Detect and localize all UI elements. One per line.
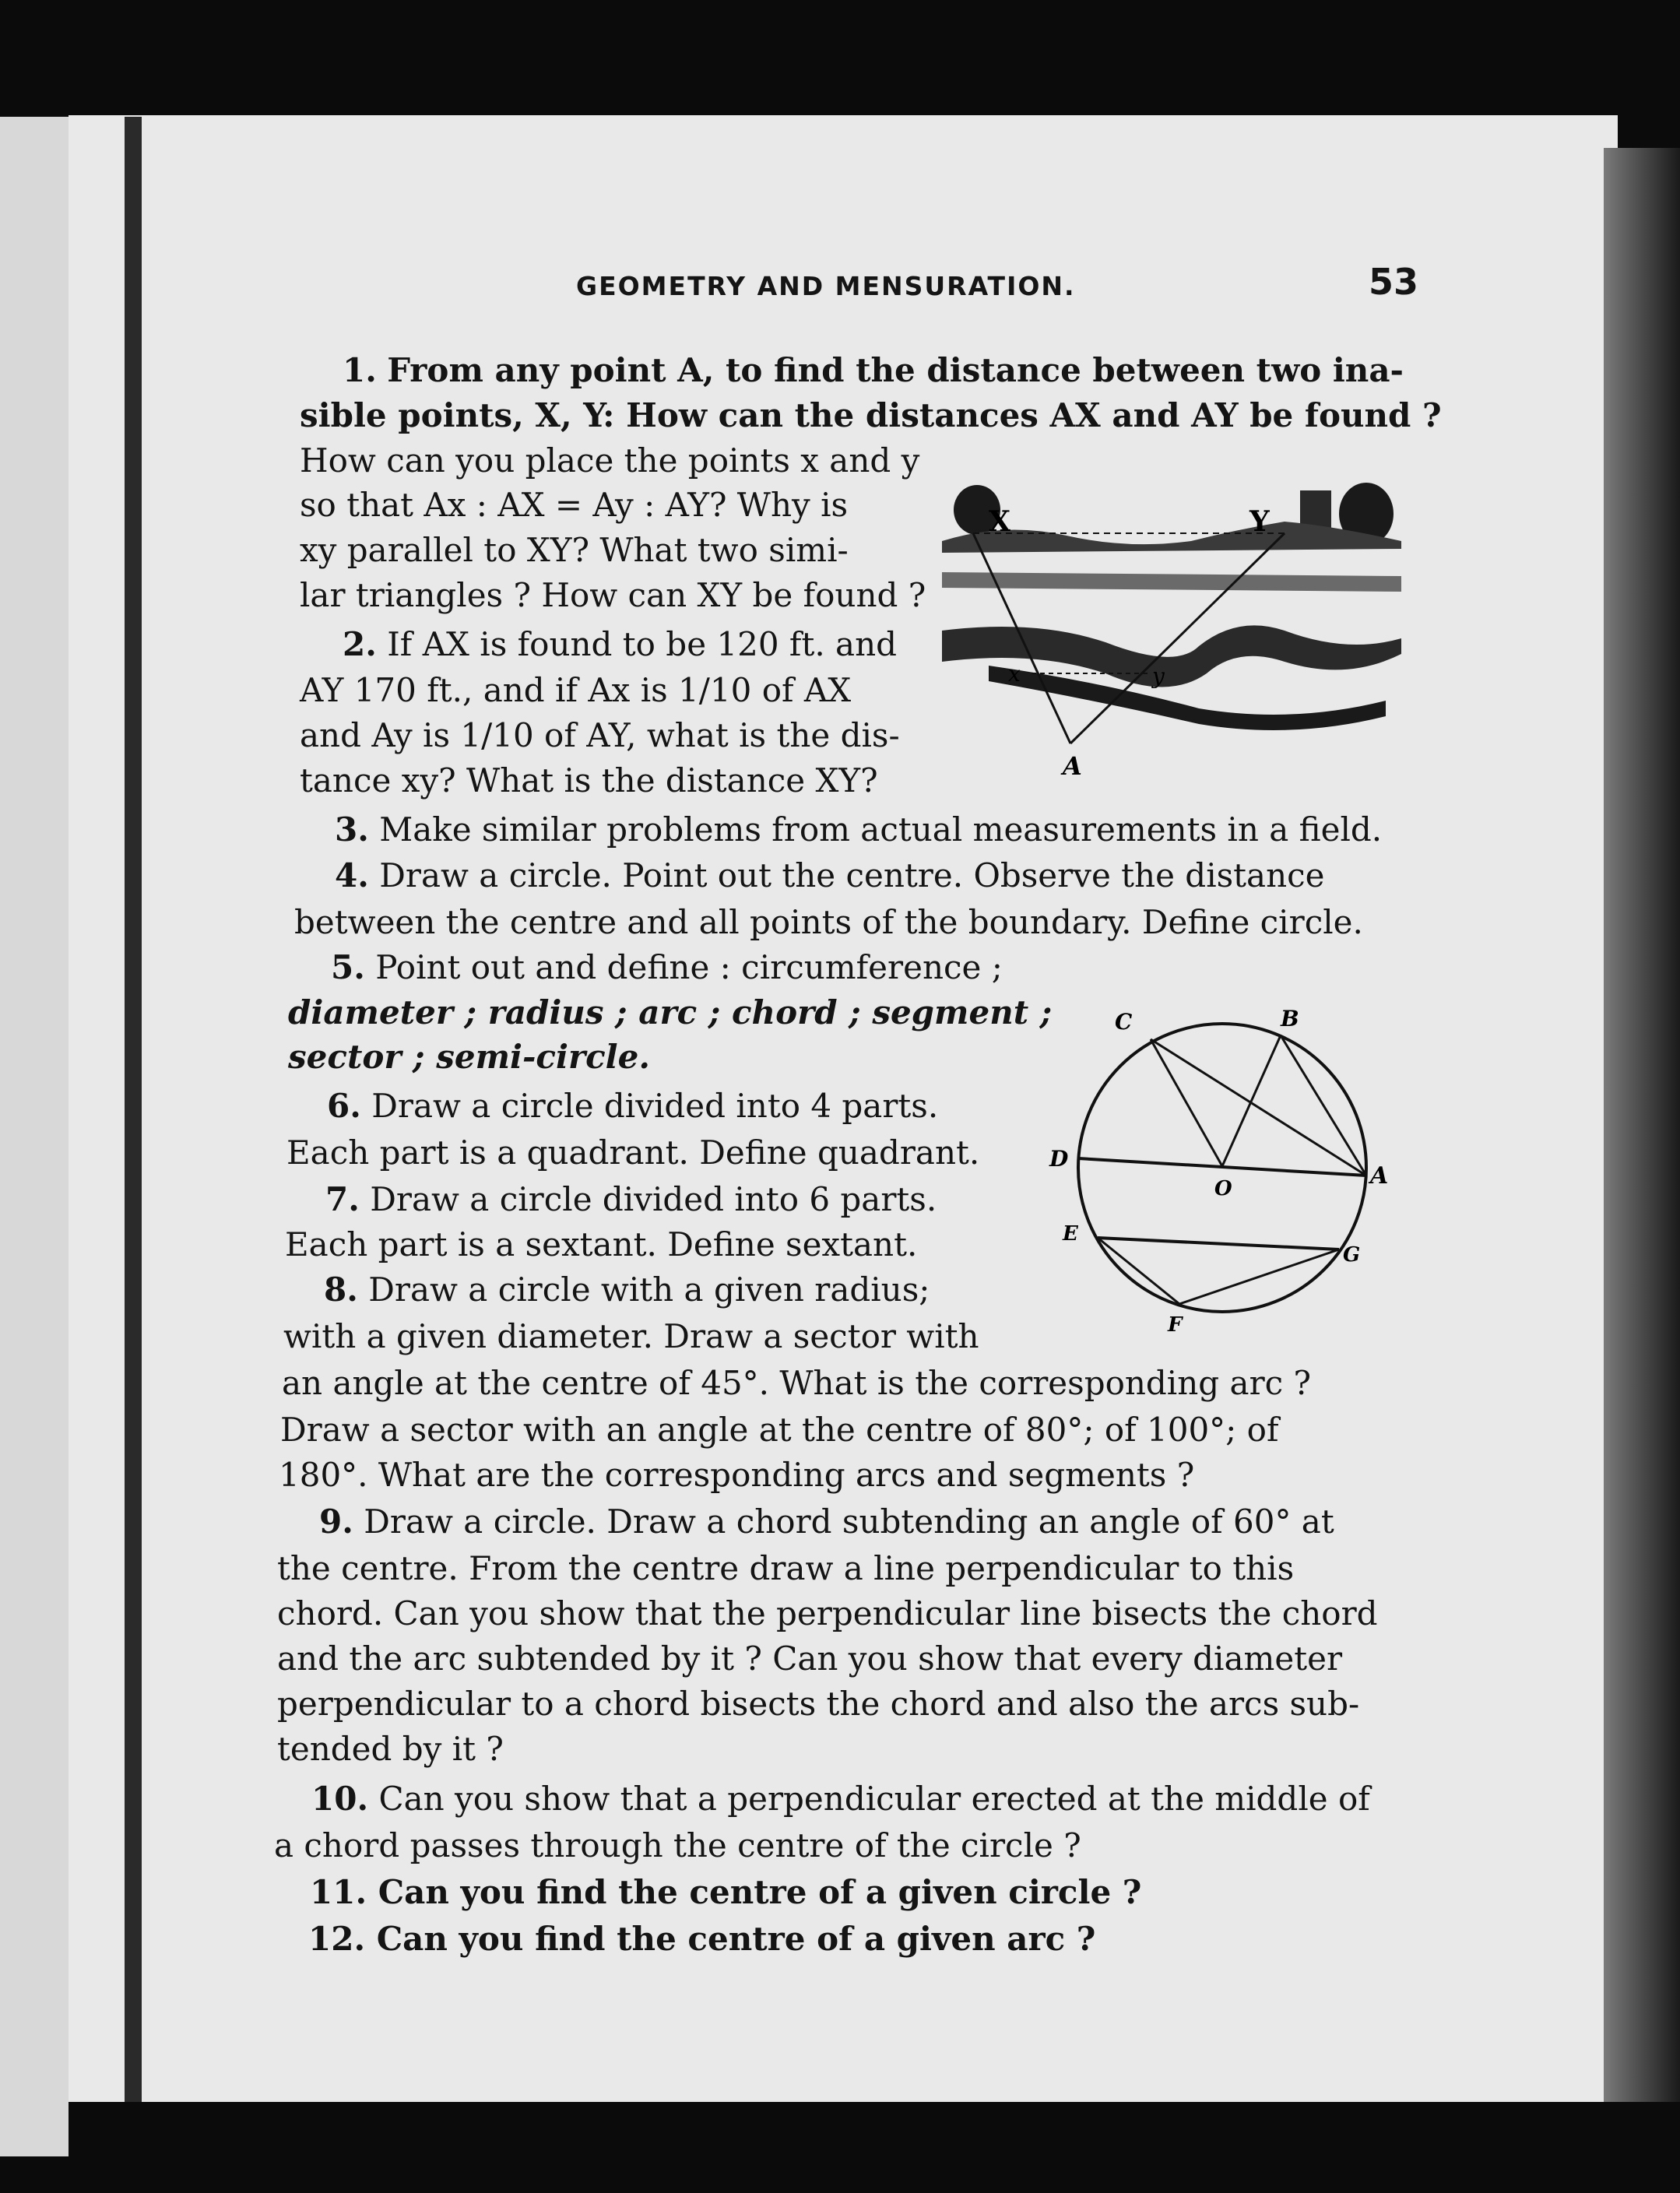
text-line: the centre. From the centre draw a line perpendicular to this: [277, 1549, 1295, 1587]
label-F: F: [1168, 1313, 1183, 1337]
book-spine: [125, 117, 142, 2133]
item-number: 4.: [335, 856, 369, 894]
far-shore: [942, 522, 1401, 553]
item-number: 10.: [311, 1780, 369, 1818]
text-line: tance xy? What is the distance XY?: [300, 761, 878, 800]
text-line: sible points, X, Y: How can the distances AX and AY be found ?: [300, 396, 1442, 434]
label-A: A: [1063, 751, 1082, 781]
landscape-triangulation-figure: [942, 467, 1401, 794]
text-line: chord. Can you show that the perpendicular line bisects the chord: [277, 1594, 1378, 1632]
label-A: A: [1370, 1162, 1389, 1190]
label-X: X: [989, 505, 1010, 538]
text-line: 11. Can you find the centre of a given circle ?: [310, 1873, 1142, 1911]
label-Y: Y: [1249, 505, 1270, 538]
item-number: 3.: [335, 810, 369, 849]
item-number: 12.: [308, 1920, 366, 1958]
water-reflection: [942, 572, 1401, 592]
label-O: O: [1214, 1177, 1232, 1200]
label-C: C: [1115, 1009, 1133, 1035]
text-line: Each part is a sextant. Define sextant.: [285, 1225, 918, 1263]
text-line: 4. Draw a circle. Point out the centre. Observe the distance: [335, 856, 1325, 894]
text-line: xy parallel to XY? What two simi-: [300, 531, 849, 569]
text-line: 6. Draw a circle divided into 4 parts.: [327, 1087, 939, 1125]
text-line: 2. If AX is found to be 120 ft. and: [343, 625, 898, 663]
text-line: 1. From any point A, to find the distance between two ina-: [343, 351, 1404, 389]
page-edge-shadow: [1604, 148, 1680, 2141]
text-line: between the centre and all points of the boundary. Define circle.: [294, 903, 1363, 941]
text-line: AY 170 ft., and if Ax is 1/10 of AX: [300, 671, 852, 709]
diameter-DA: [1078, 1158, 1366, 1176]
text-line: Draw a sector with an angle at the centre of 80°; of 100°; of: [280, 1411, 1279, 1449]
item-number: 8.: [324, 1270, 358, 1309]
chord-EG: [1098, 1238, 1339, 1249]
item-number: 2.: [343, 625, 377, 663]
text-line: 12. Can you find the centre of a given arc ?: [308, 1920, 1096, 1958]
item-number: 5.: [331, 948, 365, 986]
bottom-border: [69, 2102, 1680, 2193]
item-number: 11.: [310, 1873, 367, 1911]
text-line: perpendicular to a chord bisects the chord and also the arcs sub-: [277, 1685, 1360, 1723]
text-line: with a given diameter. Draw a sector with: [283, 1317, 979, 1355]
label-y: y: [1152, 663, 1165, 689]
label-G: G: [1343, 1243, 1361, 1267]
text-line: lar triangles ? How can XY be found ?: [300, 576, 926, 614]
running-header: GEOMETRY AND MENSURATION.: [576, 271, 1076, 301]
text-line: a chord passes through the centre of the circle ?: [274, 1826, 1081, 1864]
text-line: 5. Point out and define : circumference ;: [331, 948, 1003, 986]
text-line: and Ay is 1/10 of AY, what is the dis-: [300, 716, 900, 754]
circle-parts-figure: [1043, 996, 1409, 1339]
radius-CO: [1151, 1039, 1222, 1166]
text-line: diameter ; radius ; arc ; chord ; segment ;: [288, 993, 1053, 1031]
item-number: 9.: [319, 1502, 353, 1541]
text-line: 10. Can you show that a perpendicular erected at the middle of: [311, 1780, 1370, 1818]
house-illustration: [1300, 490, 1331, 529]
chord-CA: [1151, 1039, 1366, 1176]
text-line: 7. Draw a circle divided into 6 parts.: [325, 1180, 937, 1218]
text-line: 8. Draw a circle with a given radius;: [324, 1270, 930, 1309]
item-number: 6.: [327, 1087, 361, 1125]
text-line: an angle at the centre of 45°. What is the corresponding arc ?: [282, 1364, 1312, 1402]
text-line: Each part is a quadrant. Define quadrant.: [286, 1133, 980, 1172]
item-number: 1.: [343, 351, 377, 389]
text-line: 9. Draw a circle. Draw a chord subtending an angle of 60° at: [319, 1502, 1334, 1541]
radius-BO: [1222, 1035, 1281, 1166]
label-B: B: [1281, 1006, 1299, 1031]
chord-EF: [1098, 1238, 1179, 1304]
label-x: x: [1008, 661, 1021, 687]
text-line: so that Ax : AX = Ay : AY? Why is: [300, 486, 849, 524]
text-line: sector ; semi-circle.: [288, 1038, 650, 1076]
text-line: and the arc subtended by it ? Can you show that every diameter: [277, 1639, 1343, 1678]
item-number: 7.: [325, 1180, 360, 1218]
label-D: D: [1049, 1146, 1069, 1172]
page-number: 53: [1369, 261, 1419, 303]
text-line: 3. Make similar problems from actual measurements in a field.: [335, 810, 1383, 849]
text-line: How can you place the points x and y: [300, 441, 920, 480]
text-line: tended by it ?: [277, 1730, 504, 1768]
label-E: E: [1063, 1222, 1078, 1246]
text-line: 180°. What are the corresponding arcs and segments ?: [279, 1456, 1195, 1494]
